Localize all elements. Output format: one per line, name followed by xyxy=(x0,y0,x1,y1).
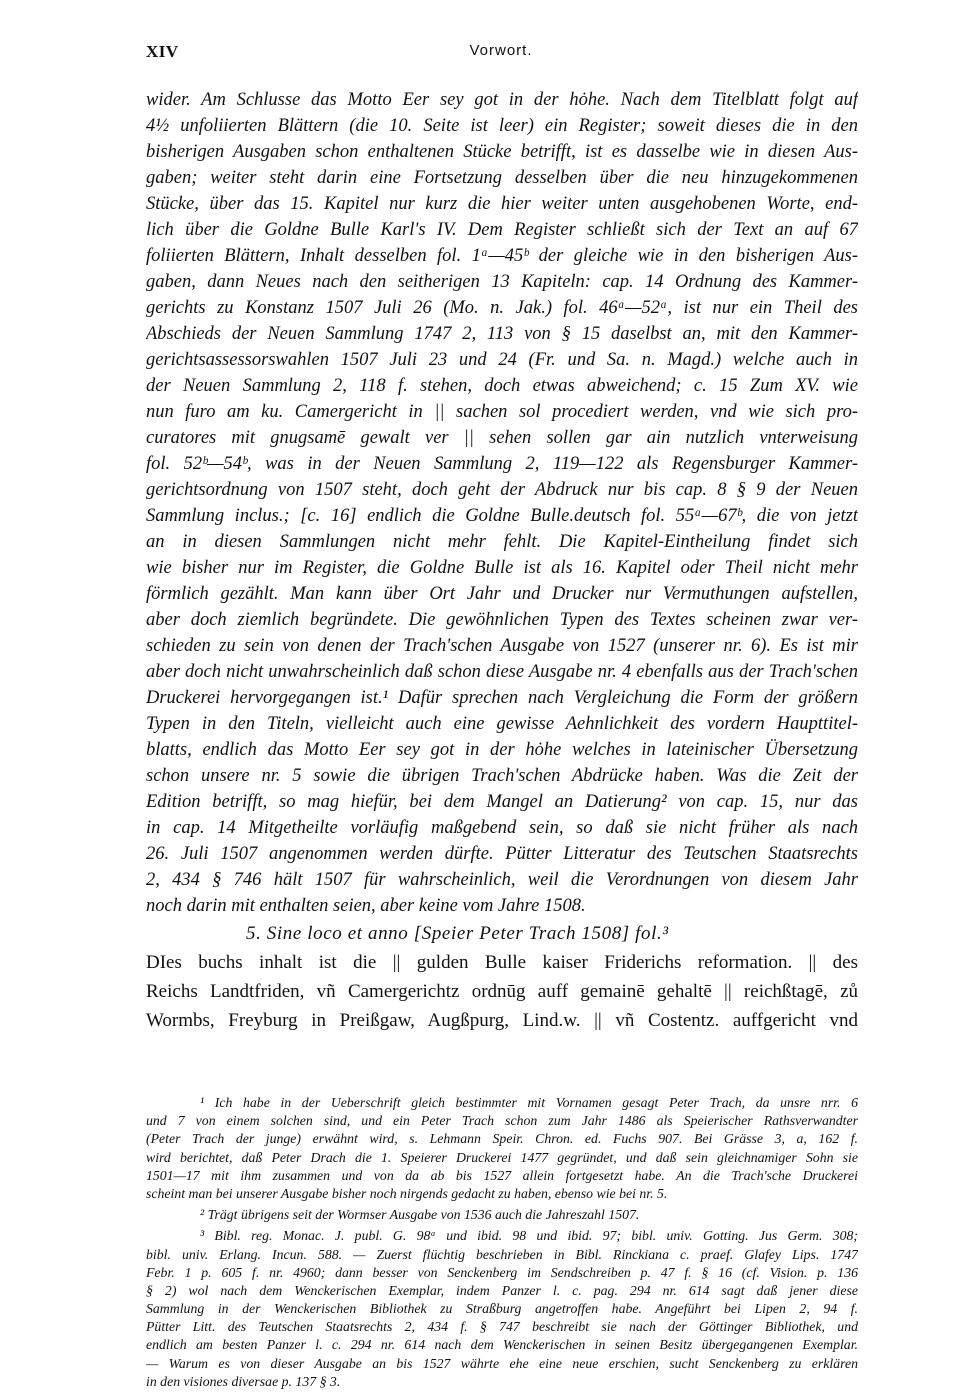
text-line: gerichtsassessorswahlen 1507 Juli 23 und 24 (Fr. und Sa. n. Magd.) welche auch in xyxy=(146,350,858,370)
text-line: in cap. 14 Mitgetheilte vorläufig maßgebend sein, so daß sie nicht früher als nach xyxy=(146,818,858,838)
text-line: aber doch ziemlich begründete. Die gewöhnlichen Typen des Textes scheinen zwar ver- xyxy=(146,610,858,630)
text-line: Sammlung inclus.; [c. 16] endlich die Goldne Bulle.deutsch fol. 55ᵃ—67ᵇ, die von jetzt xyxy=(146,506,858,526)
text-line: fol. 52ᵇ—54ᵇ, was in der Neuen Sammlung 2, 119—122 als Regensburger Kammer- xyxy=(146,454,858,474)
text-line: gerichtsordnung von 1507 steht, doch geht der Abdruck nur bis cap. 8 § 9 der Neuen xyxy=(146,480,858,500)
text-line: lich über die Goldne Bulle Karl's IV. Dem Register schließt sich der Text an auf 67 xyxy=(146,220,858,240)
text-line: Edition betrifft, so mag hiefür, bei dem Mangel an Datierung² von cap. 15, nur das xyxy=(146,792,858,812)
running-title: Vorwort. xyxy=(469,42,533,59)
page-number: XIV xyxy=(146,42,179,61)
footnotes xyxy=(146,1094,858,1391)
footnote-line: § 2) wol nach dem Wenckerischen Exemplar, indem Panzer l. c. pag. 294 nr. 614 sagt daß jener diese xyxy=(146,1282,858,1298)
footnote-line: ¹ Ich habe in der Ueberschrift gleich bestimmter mit Vornamen gesagt Peter Trach, da unsre nrr. 6 xyxy=(200,1095,858,1110)
text-line: an in diesen Sammlungen nicht mehr fehlt. Die Kapitel-Eintheilung findet sich xyxy=(146,532,858,552)
entry-heading: 5. Sine loco et anno [Speier Peter Trach 1508] fol.³ xyxy=(246,923,669,944)
page-header xyxy=(146,42,856,66)
entry-text-line: Wormbs, Freyburg in Preißgaw, Augßpurg, Lind.w. || vñ Costentz. auffgericht vnd xyxy=(146,1010,858,1031)
text-line: 26. Juli 1507 angenommen werden dürfte. Pütter Litteratur des Teutschen Staatsrechts xyxy=(146,844,858,864)
text-line: aber doch nicht unwahrscheinlich daß schon diese Ausgabe nr. 4 ebenfalls aus der Trach'schen xyxy=(146,662,858,682)
footnote-line: endlich am besten Panzer l. c. 294 nr. 614 nach dem Wenckerischen in seinen Besitz übergegangenen Exemplar. xyxy=(146,1337,858,1353)
text-line: Druckerei hervorgegangen ist.¹ Dafür sprechen nach Vergleichung die Form der größern xyxy=(146,688,858,708)
entry-text-line: DIes buchs inhalt ist die || gulden Bulle kaiser Friderichs reformation. || des xyxy=(146,952,858,973)
text-line: Abschieds der Neuen Sammlung 1747 2, 113 von § 15 daselbst an, mit den Kammer- xyxy=(146,324,858,344)
footnote-line: Febr. 1 p. 605 f. nr. 4960; dann besser von Senckenberg im Sendschreiben p. 47 f. § 16 (cf. Vision. p. 136 xyxy=(146,1264,858,1280)
text-line: wie bisher nur im Register, die Goldne Bulle ist als 16. Kapitel oder Theil nicht mehr xyxy=(146,558,858,578)
text-line: schon unsere nr. 5 sowie die übrigen Trach'schen Abdrücke haben. Was die Zeit der xyxy=(146,766,858,786)
text-line: noch darin mit enthalten seien, aber keine vom Jahre 1508. xyxy=(146,896,586,916)
footnote-line: 1501—17 mit ihm zusammen und von da ab bis 1527 allein fortgesetzt habe. An die Trach'sche Druckerei xyxy=(146,1167,858,1183)
text-line: 4½ unfoliierten Blättern (die 10. Seite ist leer) ein Register; soweit dieses die in den xyxy=(146,116,858,136)
entry-text-line: Reichs Landtfriden, vñ Camergerichtz ordnūg auff gemainē gehaltē || reichßtagē, zů xyxy=(146,981,858,1002)
text-line: förmlich gezählt. Man kann über Ort Jahr und Drucker nur Vermuthungen aufstellen, xyxy=(146,584,858,604)
text-line: blatts, endlich das Motto Eer sey got in der hȯhe welches in lateinischer Übersetzung xyxy=(146,740,858,760)
footnote-line: in den visiones diversae p. 137 § 3. xyxy=(146,1373,341,1389)
footnote-line: scheint man bei unserer Ausgabe bisher noch nirgends gedacht zu haben, ebenso wie bei nr. 5. xyxy=(146,1185,668,1201)
footnote-line: Sammlung in der Wenckerischen Bibliothek zu Straßburg angetroffen habe. Angeführt bei Lipen 2, 94 f. xyxy=(146,1301,858,1317)
text-line: gaben, dann Neues nach den seitherigen 13 Kapiteln: cap. 14 Ordnung des Kammer- xyxy=(146,272,858,292)
main-text xyxy=(146,87,858,1035)
text-line: schieden zu sein von denen der Trach'schen Ausgabe von 1527 (unserer nr. 6). Es ist mir xyxy=(146,636,858,656)
footnote-line: ² Trägt übrigens seit der Wormser Ausgabe von 1536 auch die Jahreszahl 1507. xyxy=(200,1207,640,1223)
footnote-line: und 7 von einem solchen sind, und ein Peter Trach schon zum Jahr 1486 als Speierischer Rathsverwandter xyxy=(146,1113,858,1129)
footnote-line: Pütter Litt. des Teutschen Staatsrechts 2, 434 f. § 747 beschreibt sie nach der Göttinger Bibliothek, und xyxy=(146,1319,858,1335)
footnote-line: wird berichtet, daß Peter Drach die 1. Speierer Druckerei 1477 gegründet, und daß sein gleichnamiger Sohn sie xyxy=(146,1149,858,1165)
text-line: der Neuen Sammlung 2, 118 f. stehen, doch etwas abweichend; c. 15 Zum XV. wie xyxy=(146,376,858,396)
footnote-line: bibl. univ. Erlang. Incun. 588. — Zuerst flüchtig beschrieben in Bibl. Rinckiana c. praef. Glafey Lips. 1747 xyxy=(146,1246,858,1262)
footnote-line: ³ Bibl. reg. Monac. J. publ. G. 98ᵃ und ibid. 98 und ibid. 97; bibl. univ. Gotting. Jus Germ. 308; xyxy=(200,1228,858,1244)
text-line: gerichts zu Konstanz 1507 Juli 26 (Mo. n. Jak.) fol. 46ᵃ—52ᵃ, ist nur ein Theil des xyxy=(146,298,858,318)
text-line: Stücke, über das 15. Kapitel nur kurz die hier weiter unten ausgehobenen Worte, end- xyxy=(146,194,858,214)
text-line: bisherigen Ausgaben schon enthaltenen Stücke betrifft, ist es dasselbe wie in diesen Aus- xyxy=(146,142,858,162)
text-line: 2, 434 § 746 hält 1507 für wahrscheinlich, weil die Verordnungen von diesem Jahr xyxy=(146,870,858,890)
text-line: Typen in den Titeln, vielleicht auch eine gewisse Aehnlichkeit des vordern Haupttitel- xyxy=(146,714,858,734)
text-line: gaben; weiter steht darin eine Fortsetzung desselben über die neu hinzugekommenen xyxy=(146,168,858,188)
text-line: nun furo am ku. Camergericht in || sachen sol procediert werden, vnd wie sich pro- xyxy=(146,402,858,422)
footnote-line: — Warum es von dieser Ausgabe an bis 1527 währte ehe eine neue erschien, sucht Senckenberg zu erklären xyxy=(146,1355,858,1371)
text-line: curatores mit gnugsamē gewalt ver || sehen sollen gar ain nutzlich vnterweisung xyxy=(146,428,858,448)
text-line: foliierten Blättern, Inhalt desselben fol. 1ᵃ—45ᵇ der gleiche wie in den bisherigen Aus- xyxy=(146,246,858,266)
footnote-line: (Peter Trach der junge) erwähnt wird, s. Lehmann Speir. Chron. ed. Fuchs 907. Bei Grässe 3, a, 162 f. xyxy=(146,1131,858,1147)
text-line: wider. Am Schlusse das Motto Eer sey got in der hȯhe. Nach dem Titelblatt folgt auf xyxy=(146,90,858,110)
